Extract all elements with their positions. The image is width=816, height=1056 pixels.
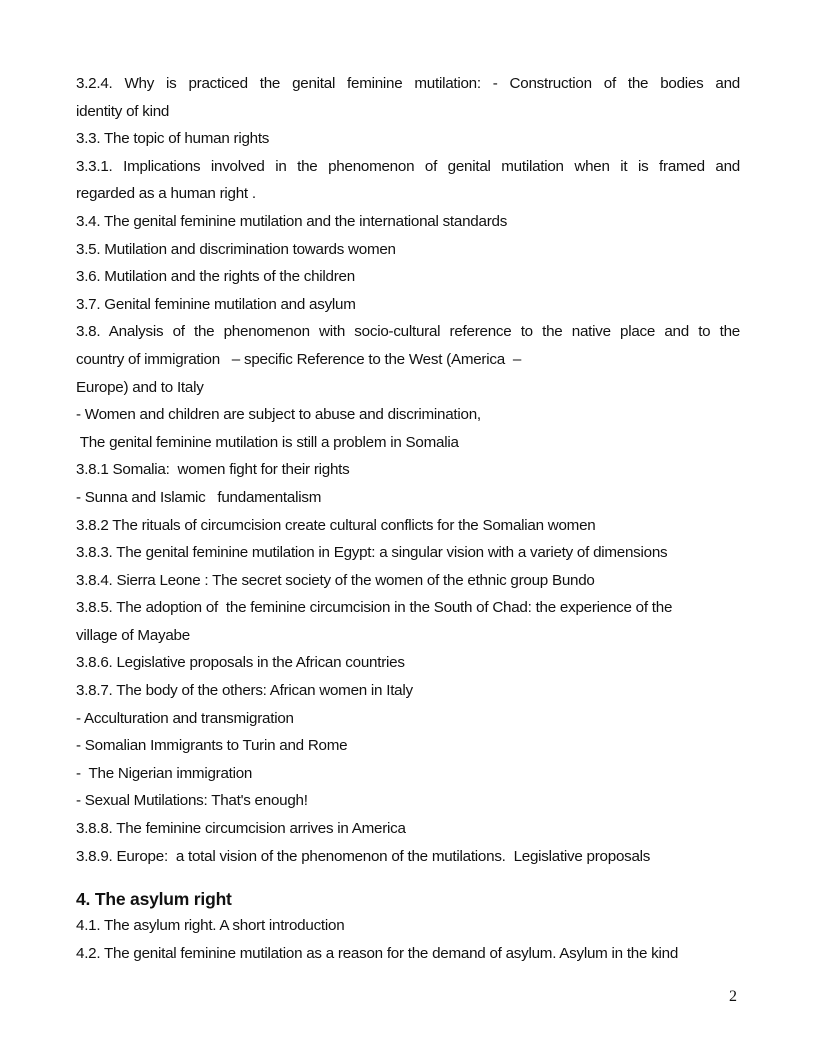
toc-line: 3.8. Analysis of the phenomenon with socio-cultural reference to the native place and to the [76, 323, 740, 341]
toc-line: - Sexual Mutilations: That's enough! [76, 792, 308, 810]
toc-line: 3.3. The topic of human rights [76, 130, 270, 148]
toc-line: 3.8.3. The genital feminine mutilation in Egypt: a singular vision with a variety of dimensions [76, 544, 668, 562]
toc-line: 3.8.4. Sierra Leone : The secret society of the women of the ethnic group Bundo [76, 571, 595, 589]
toc-line: 4.2. The genital feminine mutilation as a reason for the demand of asylum. Asylum in the kind [76, 944, 679, 962]
toc-line: identity of kind [76, 102, 170, 120]
toc-line: village of Mayabe [76, 626, 190, 644]
toc-line: 4.1. The asylum right. A short introduction [76, 917, 345, 935]
toc-line: 3.8.5. The adoption of the feminine circumcision in the South of Chad: the experience of the [76, 599, 673, 617]
toc-line: The genital feminine mutilation is still a problem in Somalia [76, 433, 459, 451]
toc-line: 3.5. Mutilation and discrimination towards women [76, 240, 396, 258]
toc-line: country of immigration – specific Reference to the West (America – [76, 350, 522, 368]
toc-section-3 [76, 73, 740, 873]
page-number: 2 [729, 988, 737, 1005]
toc-line: 3.8.8. The feminine circumcision arrives in America [76, 820, 406, 838]
toc-line: 3.8.2 The rituals of circumcision create cultural conflicts for the Somalian women [76, 516, 596, 534]
toc-line: 3.2.4. Why is practiced the genital feminine mutilation: - Construction of the bodies and [76, 75, 740, 92]
toc-line: - Women and children are subject to abuse and discrimination, [76, 406, 481, 424]
toc-line: regarded as a human right . [76, 185, 256, 203]
toc-line: - Somalian Immigrants to Turin and Rome [76, 737, 348, 755]
section-heading: 4. The asylum right [76, 889, 232, 910]
toc-line: 3.4. The genital feminine mutilation and the international standards [76, 212, 508, 230]
toc-line: - Acculturation and transmigration [76, 709, 294, 727]
table-of-contents [76, 73, 740, 970]
toc-line: 3.8.6. Legislative proposals in the African countries [76, 654, 405, 672]
toc-line: 3.8.1 Somalia: women fight for their rights [76, 461, 350, 479]
toc-line: 3.6. Mutilation and the rights of the children [76, 268, 355, 286]
toc-line: 3.8.7. The body of the others: African women in Italy [76, 682, 413, 700]
toc-line: Europe) and to Italy [76, 378, 204, 396]
toc-line: - The Nigerian immigration [76, 764, 253, 782]
toc-line: 3.3.1. Implications involved in the phenomenon of genital mutilation when it is framed and [76, 157, 740, 175]
toc-line: 3.8.9. Europe: a total vision of the phenomenon of the mutilations. Legislative proposals [76, 847, 651, 865]
toc-line: - Sunna and Islamic fundamentalism [76, 488, 322, 506]
toc-section-4 [76, 915, 740, 970]
toc-line: 3.7. Genital feminine mutilation and asylum [76, 295, 356, 313]
